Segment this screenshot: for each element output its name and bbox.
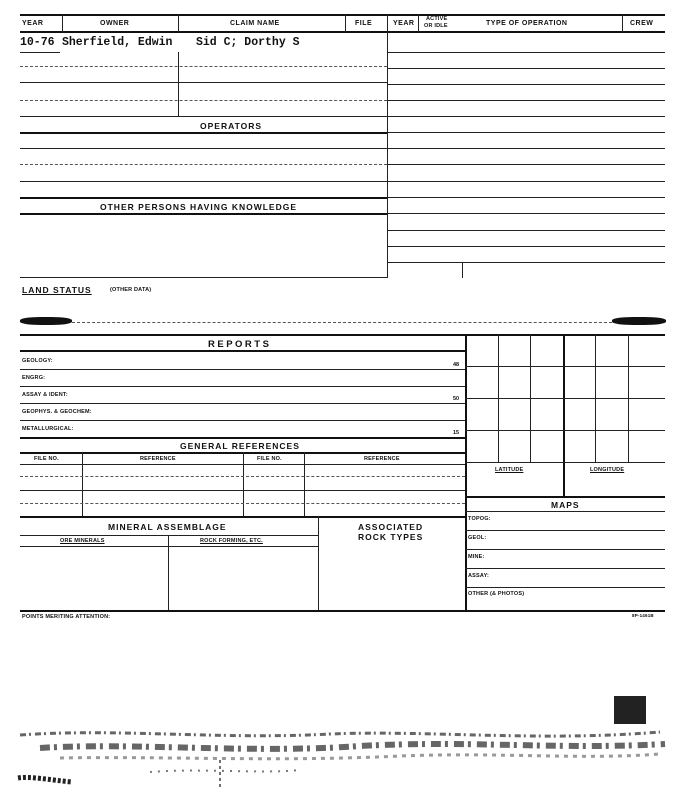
top-border	[20, 14, 665, 16]
ref-file-no-1: FILE NO.	[34, 456, 59, 462]
latitude-label: LATITUDE	[495, 467, 524, 473]
land-status-line	[72, 322, 612, 323]
header-divider	[178, 14, 179, 32]
ink-blot	[20, 317, 72, 325]
report-metallurgical-num: 15	[453, 430, 460, 436]
header-year-2: YEAR	[393, 20, 415, 27]
form-number: 8P-1461B	[632, 613, 654, 618]
map-other: OTHER (& PHOTOS)	[468, 591, 525, 597]
operation-row	[387, 52, 665, 53]
mineral-subheader-line	[20, 546, 318, 547]
map-row	[465, 530, 665, 531]
map-row	[465, 568, 665, 569]
header-divider	[418, 14, 419, 32]
operation-row	[387, 213, 665, 214]
column-divider	[178, 52, 179, 116]
maps-header-line	[465, 511, 665, 512]
grid-row	[465, 462, 665, 463]
map-row	[465, 587, 665, 588]
report-row	[20, 386, 465, 387]
ore-minerals: ORE MINERALS	[60, 538, 105, 544]
report-row	[20, 403, 465, 404]
entry-year: 10-76	[20, 36, 55, 49]
operation-col	[462, 262, 463, 278]
operation-row	[387, 246, 665, 247]
other-persons-border	[20, 213, 387, 215]
ref-row	[20, 490, 465, 491]
owner-row-line	[20, 116, 387, 117]
reports-title-border	[20, 350, 465, 352]
header-claim-name: CLAIM NAME	[230, 20, 280, 27]
map-row	[465, 549, 665, 550]
owner-row-line	[20, 82, 387, 83]
operation-row	[387, 84, 665, 85]
grid-row	[465, 430, 665, 431]
header-owner: OWNER	[100, 20, 130, 27]
operators-title: OPERATORS	[200, 121, 263, 131]
ref-row	[20, 503, 465, 504]
associated-rock-2: ROCK TYPES	[358, 532, 424, 542]
mineral-assemblage-title: MINERAL ASSEMBLAGE	[108, 522, 227, 532]
entry-underline	[20, 52, 60, 53]
operators-border	[20, 132, 387, 134]
other-persons-title: OTHER PERSONS HAVING KNOWLEDGE	[100, 202, 298, 212]
operation-row	[387, 68, 665, 69]
operation-row	[387, 230, 665, 231]
ref-file-no-2: FILE NO.	[257, 456, 282, 462]
operation-row	[387, 181, 665, 182]
reports-title: REPORTS	[208, 339, 272, 350]
operators-row	[20, 148, 387, 149]
references-bottom	[20, 516, 465, 518]
mineral-col	[318, 516, 319, 610]
report-geology-num: 48	[453, 362, 460, 368]
ref-col	[82, 452, 83, 516]
ref-col	[243, 452, 244, 516]
map-assay: ASSAY:	[468, 573, 490, 579]
operators-bottom	[20, 197, 387, 199]
longitude-label: LONGITUDE	[590, 467, 625, 473]
grid-row	[465, 398, 665, 399]
entry-owner: Sherfield, Edwin	[62, 36, 173, 49]
ref-reference-1: REFERENCE	[140, 456, 176, 462]
general-references-title: GENERAL REFERENCES	[180, 441, 300, 451]
map-topog: TOPOG:	[468, 516, 491, 522]
reports-top-border	[20, 334, 665, 336]
header-divider	[622, 14, 623, 32]
header-idle: OR IDLE	[424, 23, 448, 29]
entry-claim-name: Sid C; Dorthy S	[196, 36, 300, 49]
ref-col	[304, 452, 305, 516]
ref-reference-2: REFERENCE	[364, 456, 400, 462]
ink-blot	[612, 317, 666, 325]
operators-row	[20, 181, 387, 182]
owner-row-line	[20, 66, 387, 67]
reports-bottom-border	[20, 437, 465, 439]
operation-row	[387, 197, 665, 198]
header-year: YEAR	[22, 20, 44, 27]
ref-row	[20, 476, 465, 477]
header-file: FILE	[355, 20, 373, 27]
associated-rock-1: ASSOCIATED	[358, 522, 424, 532]
maps-title: MAPS	[551, 500, 580, 510]
operation-row	[387, 100, 665, 101]
operation-row	[387, 116, 665, 117]
land-status-title: LAND STATUS	[22, 285, 92, 295]
report-row	[20, 420, 465, 421]
column-divider	[387, 14, 388, 278]
header-bottom-border	[20, 31, 665, 33]
operation-row	[387, 148, 665, 149]
map-mine: MINE:	[468, 554, 485, 560]
operation-row	[387, 262, 665, 263]
report-assay: ASSAY & IDENT:	[22, 392, 68, 398]
scan-smear	[0, 690, 678, 805]
header-divider	[62, 14, 63, 32]
maps-border	[465, 496, 665, 498]
operators-row	[20, 164, 387, 165]
report-geophys: GEOPHYS. & GEOCHEM:	[22, 409, 92, 415]
land-status-subtitle: (OTHER DATA)	[110, 287, 152, 293]
report-geology: GEOLOGY:	[22, 358, 53, 364]
map-geol: GEOL:	[468, 535, 487, 541]
header-crew: CREW	[630, 20, 654, 27]
other-persons-bottom	[20, 277, 387, 278]
report-engrg: ENGRG:	[22, 375, 46, 381]
operation-row	[387, 164, 665, 165]
header-active: ACTIVE	[426, 16, 448, 22]
header-divider	[345, 14, 346, 32]
points-meriting-attention: POINTS MERITING ATTENTION:	[22, 614, 111, 620]
rock-forming: ROCK FORMING, ETC.	[200, 538, 263, 544]
grid-col	[563, 334, 565, 496]
operation-row	[387, 132, 665, 133]
header-type-of-operation: TYPE OF OPERATION	[486, 20, 568, 27]
mineral-header-line	[20, 535, 318, 536]
report-row	[20, 369, 465, 370]
owner-row-line	[20, 100, 387, 101]
form-bottom-border	[20, 610, 665, 612]
report-metallurgical: METALLURGICAL:	[22, 426, 74, 432]
report-assay-num: 50	[453, 396, 460, 402]
grid-row	[465, 366, 665, 367]
